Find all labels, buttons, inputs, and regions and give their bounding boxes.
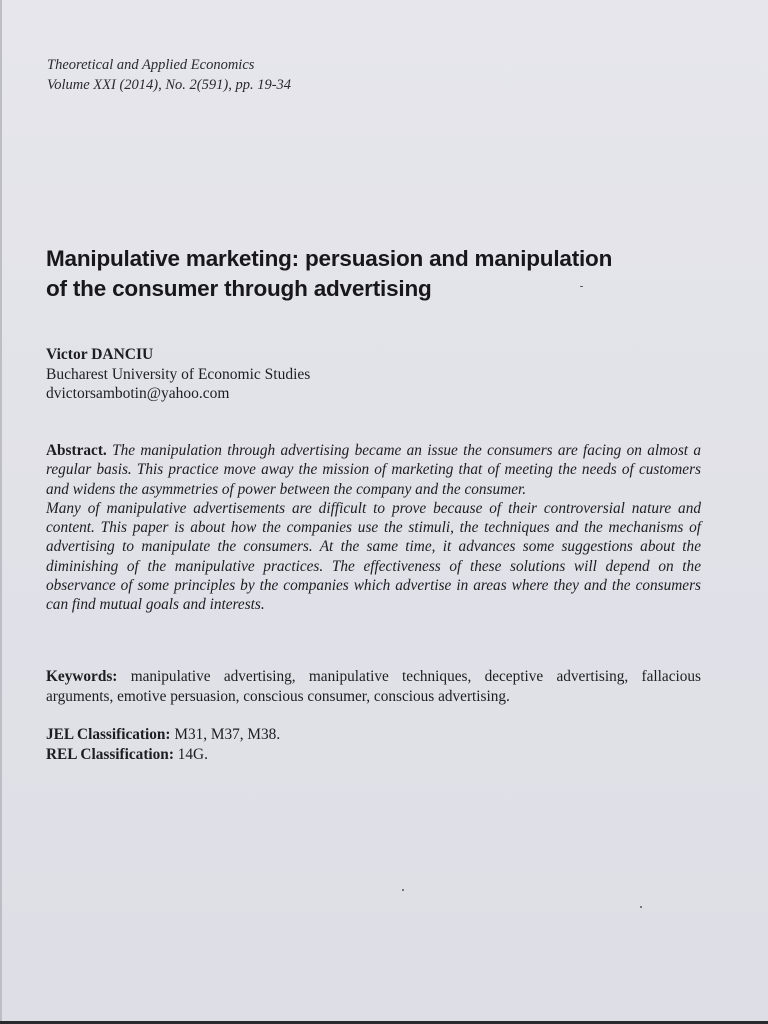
classification	[46, 725, 280, 764]
journal-volume: Volume XXI (2014), No. 2(591), pp. 19-34	[47, 77, 292, 93]
keywords-text: manipulative advertising, manipulative techniques, deceptive advertising, fallacious arguments, emotive persuasion, conscious consumer, conscious advertising.	[46, 668, 702, 705]
scan-edge-left	[0, 0, 2, 1024]
author-email: dvictorsambotin@yahoo.com	[46, 385, 230, 402]
rel-label: REL Classification:	[46, 745, 174, 763]
journal-header	[47, 55, 291, 95]
abstract-paragraph-1	[46, 441, 701, 499]
paper-title	[46, 244, 726, 304]
author-block	[46, 345, 310, 404]
paper-title-line-1: Manipulative marketing: persuasion and manipulation	[46, 246, 613, 271]
author-affiliation: Bucharest University of Economic Studies	[46, 365, 311, 383]
jel-classification	[46, 725, 280, 745]
abstract-paragraph-2	[46, 499, 701, 615]
jel-value: M31, M37, M38.	[174, 726, 281, 743]
jel-label: JEL Classification:	[46, 726, 171, 743]
abstract	[46, 441, 701, 615]
rel-value: 14G.	[177, 745, 208, 763]
scan-speck	[402, 889, 404, 891]
journal-name: Theoretical and Applied Economics	[47, 57, 255, 73]
keywords-label: Keywords:	[46, 668, 118, 685]
paper-title-line-2: of the consumer through advertising	[46, 276, 432, 301]
author-name: Victor DANCIU	[46, 346, 154, 363]
rel-classification	[46, 745, 280, 765]
abstract-label: Abstract.	[46, 442, 107, 459]
abstract-text-2: Many of manipulative advertisements are difficult to prove because of their controversial nature and content. This paper is about how the companies use the stimuli, the techniques and the mechanisms of advertising to manipulate the consumers. At the same time, it advances some suggestions about the diminishing of the manipulative practices. The effectiveness of these solutions will depend on the observance of some principles by the companies which advertise in areas where they and the consumers can find mutual goals and interests.	[46, 499, 701, 614]
scan-speck	[640, 906, 642, 908]
keywords	[46, 667, 701, 706]
scan-speck	[580, 286, 583, 287]
abstract-text-1: The manipulation through advertising became an issue the consumers are facing on almost a regular basis. This practice move away the mission of marketing that of meeting the needs of customers and widens the asymmetries of power between the company and the consumer.	[46, 442, 701, 498]
